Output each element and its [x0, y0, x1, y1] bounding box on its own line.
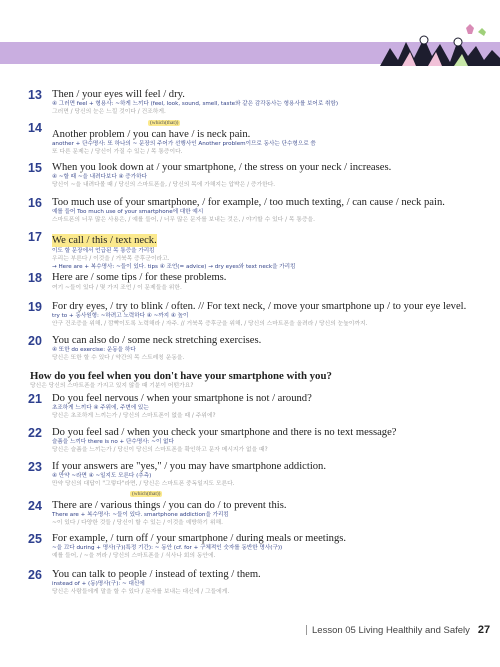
- sentence-annotation: 초조하게 느끼다 ④ 주위에, 주변에 있는: [52, 405, 149, 411]
- sentence-translation: 당신은 슬픔을 느끼는가 / 당신이 당신의 스마트폰을 확인하고 문자 메시지가 없을 때?: [52, 447, 268, 453]
- sentence-annotation: → Here are + 복수명사: ~들이 있다. tips ④ 조언(= advice) → dry eyes와 text neck을 가리킴: [52, 264, 296, 270]
- sentence-number: 25: [28, 532, 42, 546]
- sentence-number: 13: [28, 88, 42, 102]
- sentence-translation: ~이 있다 / 다양한 것들 / 당신이 할 수 있는 / 이것을 예방하기 위해.: [52, 520, 223, 526]
- sentence-text: Do you feel nervous / when your smartphone is not / around?: [52, 393, 312, 404]
- sentence-number: 26: [28, 568, 42, 582]
- section-heading: [30, 370, 332, 390]
- sentence-translation: 그러면 / 당신의 눈은 느낄 것이다 / 건조하게.: [52, 109, 166, 115]
- sentence-19: [28, 300, 467, 328]
- footer-divider: [306, 625, 307, 635]
- sentence-text: For example, / turn off / your smartphone / during meals or meetings.: [52, 533, 347, 544]
- sentence-text: For dry eyes, / try to blink / often. // For text neck, / move your smartphone up / to your eye level.: [52, 301, 467, 312]
- sentence-translation: 안구 건조증을 위해, / 깜빡이도록 노력해라 / 자주. // 거북목 증후군을 위해, / 당신의 스마트폰을 올려라 / 당신의 눈높이까지.: [52, 321, 368, 327]
- sentence-23: [28, 460, 452, 488]
- sentence-number: 16: [28, 196, 42, 210]
- sentence-translation: 당신은 또한 할 수 있다 / 약간의 목 스트레칭 운동을.: [52, 355, 185, 361]
- sentence-annotation: ④ 그러면 feel + 형용사: ~하게 느끼다 (feel, look, sound, smell, taste와 같은 감각동사는 형용사를 보어로 취함): [52, 101, 339, 107]
- sentence-translation: 우리는 부른다 / 이것을 / 거북목 증후군이라고.: [52, 256, 170, 262]
- sentence-translation: 예를 들어, / ~을 꺼라 / 당신의 스마트폰을 / 식사나 회의 동안에.: [52, 553, 216, 559]
- sentence-text: When you look down at / your smartphone, / the stress on your neck / increases.: [52, 162, 392, 173]
- sentence-text: Do you feel sad / when you check your smartphone and there is no text message?: [52, 427, 397, 438]
- sentence-annotation: ④ 만약 ~라면 ④ ~일지도 모른다 (추측): [52, 473, 152, 479]
- sentence-13: [28, 88, 452, 116]
- sentence-21: [28, 392, 452, 420]
- sentence-number: 15: [28, 161, 42, 175]
- sentence-annotation: 슬픔을 느끼다 there is no + 단수명사: ~이 없다: [52, 439, 174, 445]
- sentence-translation: 여기 ~들이 있다 / 몇 가지 조언 / 이 문제들을 위한.: [52, 285, 182, 291]
- sentence-translation: 당신은 사람들에게 말을 할 수 있다 / 문자를 보내는 대신에 / 그들에게.: [52, 589, 230, 595]
- heading-translation: 당신은 당신의 스마트폰을 가지고 있지 않을 때 기분이 어떤가요?: [30, 383, 194, 389]
- relative-pronoun-tag: (which(that)): [132, 491, 161, 497]
- sentence-annotation: 예를 들어 Too much use of your smartphone에 대한 예시: [52, 209, 204, 215]
- sentence-number: 19: [28, 300, 42, 314]
- sentence-translation: 또 다른 문제는 / 당신이 가질 수 있는 / 목 통증이다.: [52, 149, 183, 155]
- page-footer: [306, 624, 490, 636]
- heading-text: How do you feel when you don't have your smartphone with you?: [30, 370, 332, 382]
- lesson-title: Lesson 05 Living Healthily and Safely: [312, 625, 470, 636]
- sentence-number: 21: [28, 392, 42, 406]
- sentence-text: Here are / some tips / for these problems.: [52, 272, 227, 283]
- sentence-14: [28, 120, 452, 156]
- sentence-24: [28, 491, 452, 527]
- sentence-22: [28, 426, 452, 454]
- sentence-text: There are / various things / you can do / to prevent this.: [52, 500, 287, 511]
- sentence-number: 23: [28, 460, 42, 474]
- sentence-translation: 만약 당신의 대답이 "그렇다"라면, / 당신은 스마트폰 중독일지도 모른다.: [52, 481, 235, 487]
- sentence-16: [28, 196, 452, 224]
- relative-pronoun-tag: (which(that)): [150, 120, 179, 126]
- sentence-number: 22: [28, 426, 42, 440]
- sentence-annotation: ④ ~할 때 ~을 내려다보다 ④ 증가하다: [52, 174, 147, 180]
- sentence-number: 14: [28, 121, 42, 135]
- sentence-annotation: try to + 동사원형: ~하려고 노력하다 ④ ~까지 ④ 높이: [52, 313, 189, 319]
- sentence-number: 24: [28, 499, 42, 513]
- page-number: 27: [477, 624, 491, 636]
- sentence-annotation: another + 단수명사: 또 하나의 ~ 문장의 주어가 선행사인 Another problem이므로 동사는 단수형으로 씀: [52, 141, 316, 147]
- sentence-18: [28, 264, 452, 292]
- sentence-number: 17: [28, 230, 42, 244]
- sentence-26: [28, 568, 452, 596]
- sentence-25: [28, 532, 452, 560]
- sentence-text: You can talk to people / instead of texting / them.: [52, 569, 261, 580]
- sentence-text: You can also do / some neck stretching exercises.: [52, 335, 262, 346]
- sentence-text: Then / your eyes will feel / dry.: [52, 89, 185, 100]
- decorative-illustration: [380, 22, 500, 66]
- sentence-translation: 당신은 초조하게 느끼는가 / 당신의 스마트폰이 없을 때 / 주위에?: [52, 413, 216, 419]
- sentence-15: [28, 161, 452, 189]
- sentence-17: [28, 230, 452, 263]
- sentence-text: Another problem / you can have / is neck pain.: [52, 129, 251, 140]
- sentence-translation: 스마트폰의 너무 많은 사용은, / 예를 들어, / 너무 많은 문자를 보내는 것은, / 야기할 수 있다 / 목 통증을.: [52, 217, 315, 223]
- sentence-annotation: 이도 할 문장에서 언급된 목 통증을 가리킴: [52, 248, 155, 254]
- sentence-number: 18: [28, 271, 42, 285]
- sentence-annotation: ~을 끄다 during + 명사(구)(특정 기간): ~ 동안 (cf. for + 구체적인 숫자를 동반한 명사(구)): [52, 545, 283, 551]
- sentence-text: Too much use of your smartphone, / for example, / too much texting, / can cause / neck pain.: [52, 197, 445, 208]
- sentence-annotation: There are + 복수명사: ~들이 있다. smartphone addiction을 가리킴: [52, 512, 229, 518]
- sentence-text: If your answers are "yes," / you may have smartphone addiction.: [52, 461, 326, 472]
- sentence-20: [28, 334, 452, 362]
- sentence-annotation: instead of + (동)명사(구): ~ 대신에: [52, 581, 145, 587]
- sentence-annotation: ④ 또한 do exercise: 운동을 하다: [52, 347, 136, 353]
- sentence-number: 20: [28, 334, 42, 348]
- sentence-text: We call / this / text neck.: [52, 235, 157, 246]
- sentence-translation: 당신이 ~을 내려다볼 때 / 당신의 스마트폰을, / 당신의 목에 가해지는 압박은 / 증가한다.: [52, 182, 276, 188]
